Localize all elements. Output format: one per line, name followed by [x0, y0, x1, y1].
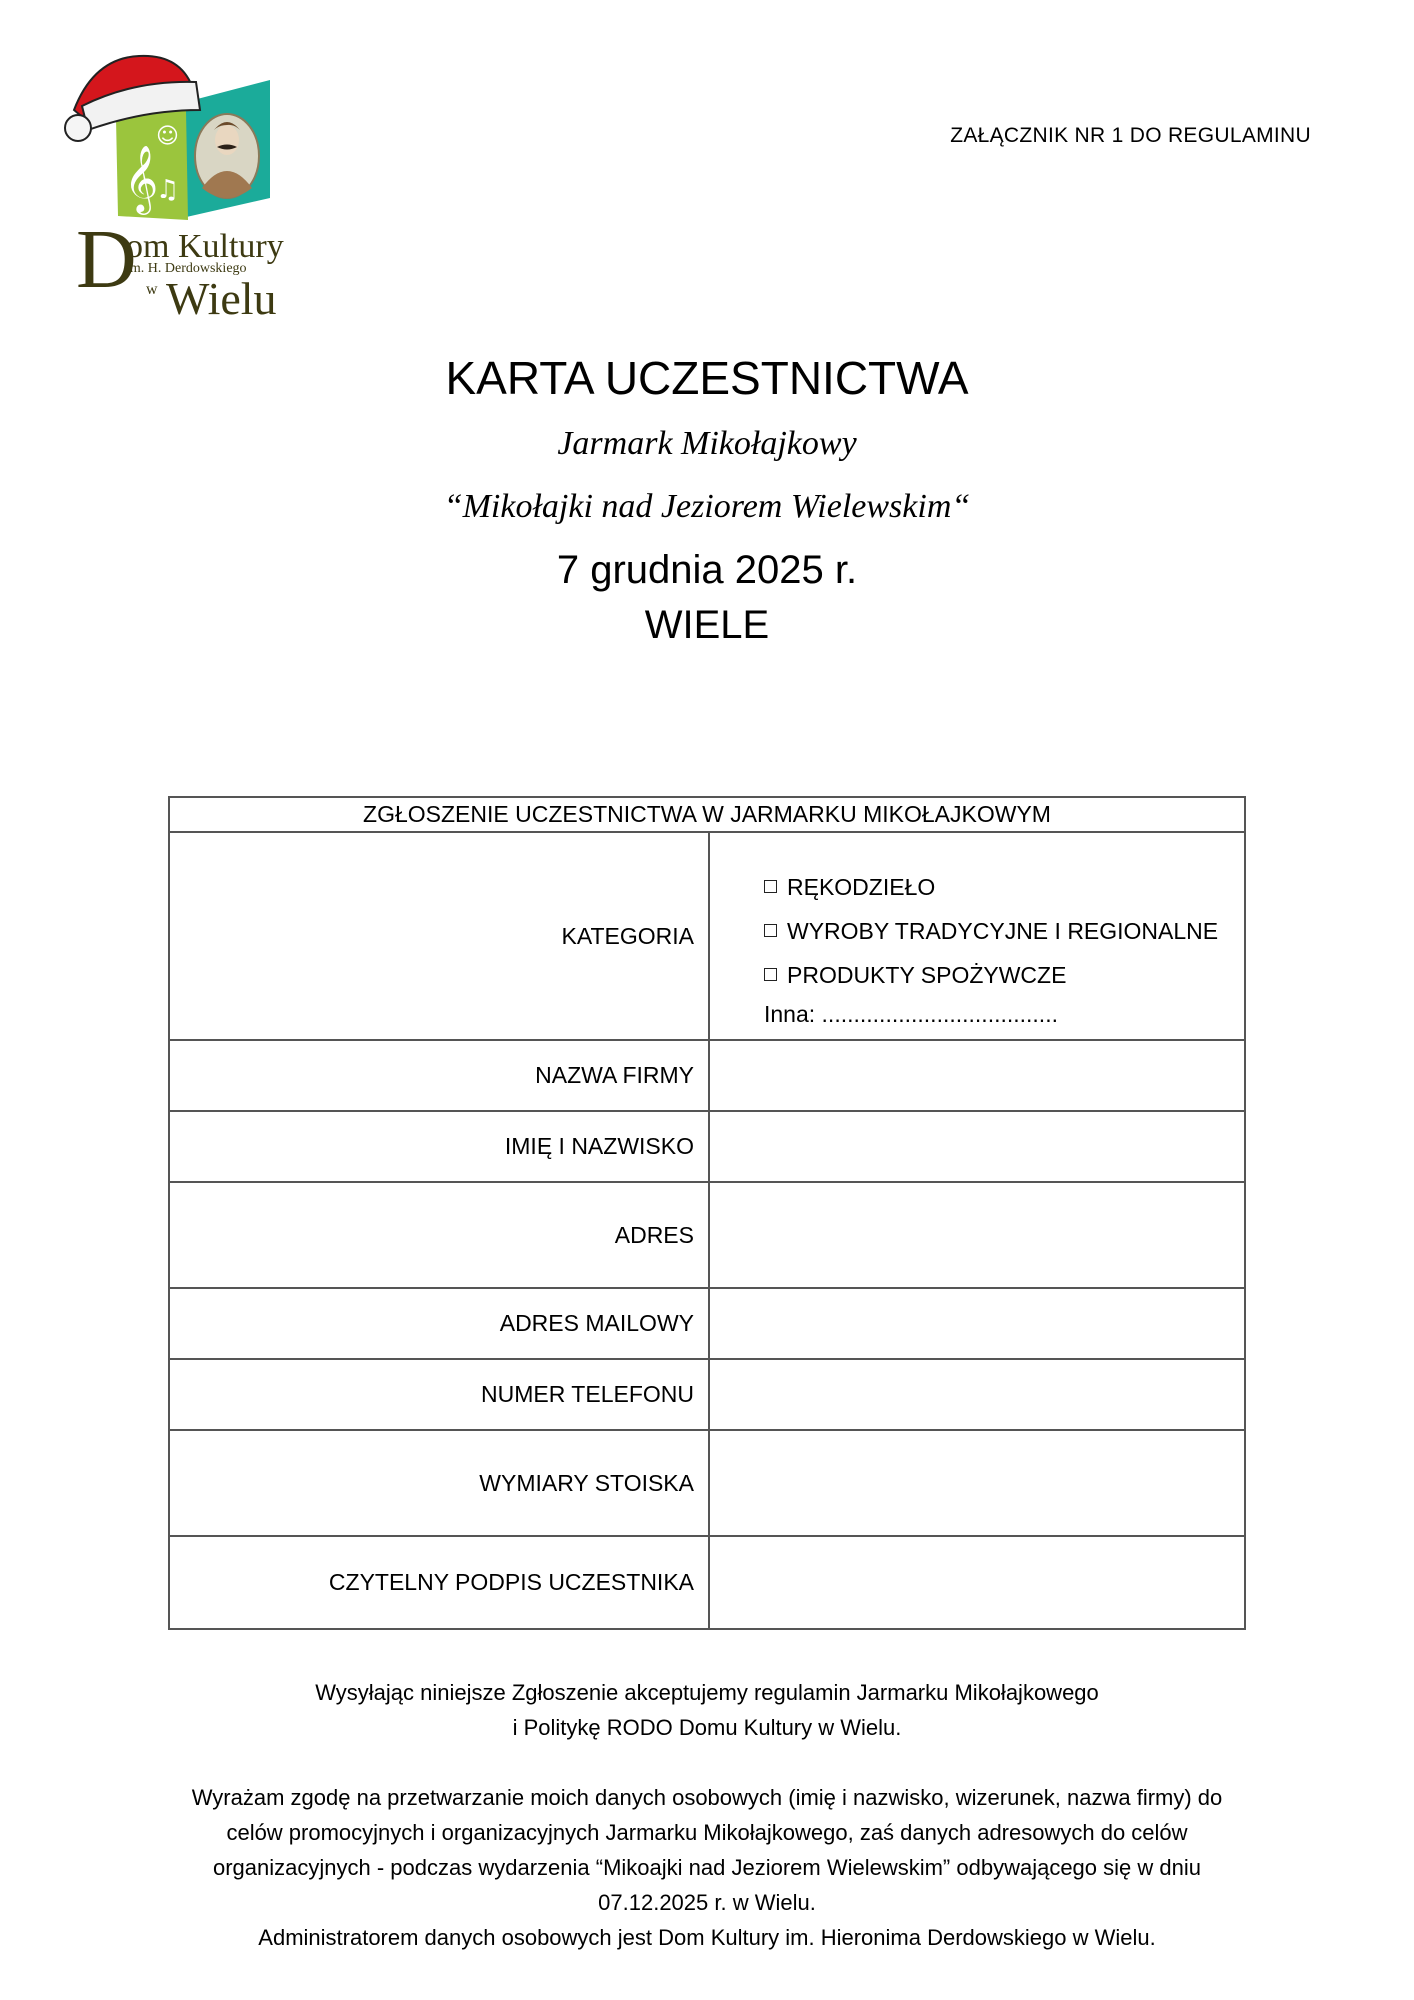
- checkbox-icon[interactable]: [764, 880, 777, 893]
- consent-line: Wyrażam zgodę na przetwarzanie moich danych osobowych (imię i nazwisko, wizerunek, nazwa firmy) do: [191, 1785, 1223, 1810]
- category-option-food[interactable]: [764, 953, 1244, 997]
- field-label-stand-size: WYMIARY STOISKA: [169, 1430, 709, 1536]
- table-row: [169, 1040, 1245, 1111]
- organization-logo: [64, 48, 314, 323]
- category-other-field[interactable]: Inna: .....................................: [764, 1001, 1058, 1027]
- form-heading-row: [169, 797, 1245, 832]
- category-label: KATEGORIA: [169, 832, 709, 1040]
- field-label-email: ADRES MAILOWY: [169, 1288, 709, 1359]
- field-label-name: IMIĘ I NAZWISKO: [169, 1111, 709, 1182]
- checkbox-icon[interactable]: [764, 968, 777, 981]
- field-input-name[interactable]: [709, 1111, 1245, 1182]
- consent-line: 07.12.2025 r. w Wielu.: [598, 1890, 816, 1915]
- field-label-company: NAZWA FIRMY: [169, 1040, 709, 1111]
- logo-line3: Wielu: [166, 273, 277, 324]
- event-type: Jarmark Mikołajkowy: [557, 425, 857, 462]
- event-name: “Mikołajki nad Jeziorem Wielewskim“: [443, 488, 971, 525]
- field-input-email[interactable]: [709, 1288, 1245, 1359]
- table-row: [169, 1430, 1245, 1536]
- checkbox-icon[interactable]: [764, 924, 777, 937]
- administrator-note: Administratorem danych osobowych jest Dom Kultury im. Hieronima Derdowskiego w Wielu.: [258, 1925, 1156, 1950]
- form-heading: ZGŁOSZENIE UCZESTNICTWA W JARMARKU MIKOŁAJKOWYM: [169, 797, 1245, 832]
- field-input-stand-size[interactable]: [709, 1430, 1245, 1536]
- field-label-signature: CZYTELNY PODPIS UCZESTNIKA: [169, 1536, 709, 1629]
- category-option-label: PRODUKTY SPOŻYWCZE: [787, 962, 1067, 988]
- field-label-address: ADRES: [169, 1182, 709, 1288]
- music-note-icon: ♫: [156, 175, 180, 205]
- category-option-handicraft[interactable]: [764, 865, 1244, 909]
- logo-graphic: [64, 48, 314, 223]
- theatre-masks-icon: ☺: [156, 124, 179, 149]
- logo-line2: im. H. Derdowskiego: [126, 261, 247, 276]
- logo-initial: D: [76, 213, 137, 306]
- table-row: [169, 1111, 1245, 1182]
- consent-line: organizacyjnych - podczas wydarzenia “Mikoajki nad Jeziorem Wielewskim” odbywającego się w dniu: [213, 1855, 1201, 1880]
- category-option-label: WYROBY TRADYCYJNE I REGIONALNE: [787, 918, 1219, 944]
- field-input-address[interactable]: [709, 1182, 1245, 1288]
- table-row: [169, 1182, 1245, 1288]
- table-row: [169, 1359, 1245, 1430]
- category-option-traditional[interactable]: [764, 909, 1244, 953]
- event-date: 7 grudnia 2025 r.: [556, 548, 858, 592]
- page-title: KARTA UCZESTNICTWA: [445, 352, 969, 404]
- field-input-company[interactable]: [709, 1040, 1245, 1111]
- category-options-cell: [709, 832, 1245, 1040]
- field-input-phone[interactable]: [709, 1359, 1245, 1430]
- consent-statement: [150, 1780, 1264, 1955]
- category-option-label: RĘKODZIEŁO: [787, 874, 936, 900]
- logo-w: w: [146, 281, 158, 298]
- logo-line1: om Kultury: [126, 228, 284, 265]
- event-city: WIELE: [644, 603, 770, 647]
- table-row: [169, 1536, 1245, 1629]
- annex-label: ZAŁĄCZNIK NR 1 DO REGULAMINU: [950, 124, 1311, 147]
- table-row-category: [169, 832, 1245, 1040]
- field-input-signature[interactable]: [709, 1536, 1245, 1629]
- treble-clef-icon: 𝄞: [124, 144, 159, 212]
- acceptance-statement: [150, 1675, 1264, 1745]
- table-row: [169, 1288, 1245, 1359]
- registration-form-table: [168, 796, 1246, 1630]
- consent-line: celów promocyjnych i organizacyjnych Jarmarku Mikołajkowego, zaś danych adresowych do celów: [226, 1820, 1188, 1845]
- acceptance-line: i Politykę RODO Domu Kultury w Wielu.: [512, 1715, 902, 1740]
- acceptance-line: Wysyłając niniejsze Zgłoszenie akceptujemy regulamin Jarmarku Mikołajkowego: [315, 1680, 1099, 1705]
- field-label-phone: NUMER TELEFONU: [169, 1359, 709, 1430]
